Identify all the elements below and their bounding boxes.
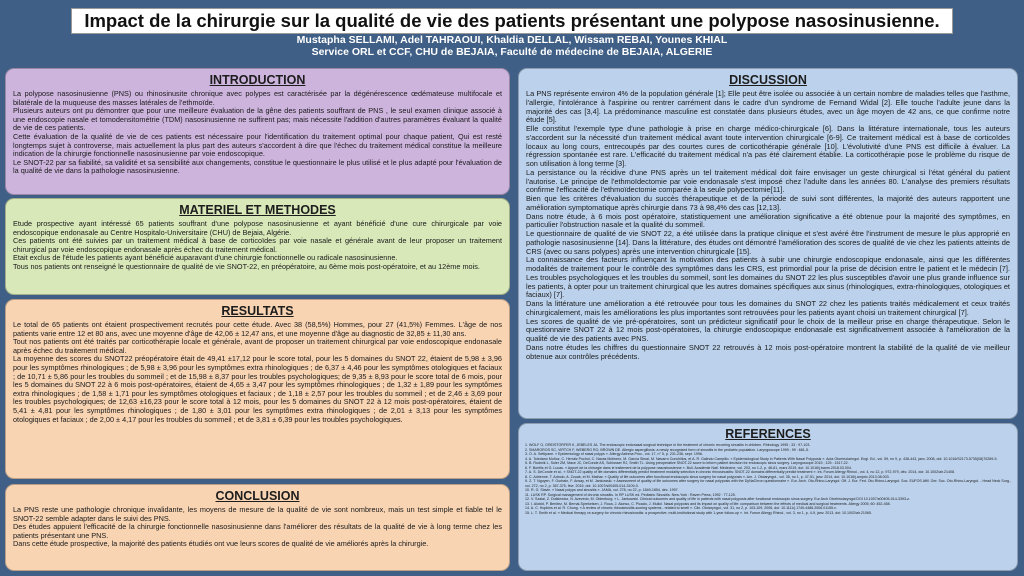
reference-item: 8. C. Adrienne, T. Adnolo, A. Zouak, et M. Mathar. « Quality of life outcomes after functional endoscopic sinus surgery for nasal polyposis ». Am. J. Otolaryngol., vol. 35, no 1, p. 47-51, janv. 2014, doi: 10.1016/j.amjoto.2013.08.003. (525, 474, 890, 479)
introduction-paragraph: Cette évaluation de la qualité de vie de ces patients est nécessaire pour l'identification du traitement optimal pour chaque patient, Qui est resté longtemps sujet à controverse, mais actuellement la plus part des auteurs s'accordent à dire que l'échec du traitement médical constitue la meilleure indication de la chirurgie fonctionnelle nasosinusienne par voie endoscopique. (13, 131, 502, 159)
reference-item: 15. L. T. Smith et al. « Medical therapy vs surgery for chronic rhinosinusitis: a prospective, multi-institutional study with 1-year follow-up ». Int. Forum Allergy Rhinol., vol. 3, no 1, p. 4-9, janv. 2013, doi: 10.1002/alr.21065. (525, 510, 872, 515)
conclusion-heading: CONCLUSION (215, 489, 300, 503)
reference-item: 5. B. Rudmik L, Soler ZM, Mace JC, DeConde AS, Schlosser RJ, Smith TL. Using preoperative SNOT-22 score to inform patient decision for endoscopic sinus surgery. Laryngoscope 2015 ; 125 : 1517-22. (525, 461, 849, 465)
discussion-paragraph: La connaissance des facteurs influençant la motivation des patients à subir une chirurgie endoscopique endonasale, ainsi que les différentes modalités de traitement pour le contrôle des symptômes dans les CRS, est primordial pour la prise de décision entre le patient et le médecin [7]. Les troubles psychologiques et les troubles du sommeil, sont les domaines du SNOT 22 les plus susceptibles d'avoir une plus grande influence sur les patients, à opter pour un traitement chirurgical que les autres domaines spécifiques aux sinus (rhinologiques, extra-rhinologiques, otologiques et faciaux) [7]. (526, 255, 1010, 300)
discussion-paragraph: Dans notre étude, à 6 mois post opératoire, statistiquement une amélioration significative a été obtenue pour la majorité des symptômes, en particulier l'obstruction nasale et la qualité du sommeil. (526, 211, 1010, 230)
methods-paragraph: Tous nos patients ont renseigné le questionnaire de qualité de vie SNOT-22, en préopératoire, au 6ème mois post-opératoire, et au 12ème mois. (13, 261, 480, 271)
references-heading: REFERENCES (725, 427, 811, 441)
methods-paragraph: Etait exclus de l'étude les patients ayant bénéficié auparavant d'une chirurgie fonctionnelle ou radicale nasosinusienne. (13, 253, 398, 263)
reference-item: 2. SMARGROS SC, VIRTCH F, WEBERG RO, BROWN DE. Allergic aspergillosis: a newly recognized form of sinusitis in the pediatric population. Laryngoscope 1999 ; 99 : 681-5. (525, 447, 809, 452)
methods-heading: MATERIEL ET METHODES (179, 203, 336, 217)
introduction-paragraph: Plusieurs auteurs ont pu démontrer que pour une meilleure évaluation de la gêne des patients souffrant de PNS , le seul examen clinique associé à une endoscopie nasale et tomodensitométrie (TDM) nasosinusienne ne suffirent pas; mais nécessite l'addition d'autres paramètres évaluant la qualité de vie de ces patients. (13, 106, 502, 133)
references-section (518, 423, 1018, 571)
discussion-paragraph: Le questionnaire de qualité de vie SNOT 22, a été utilisée dans la pratique clinique et s'est avéré être l'instrument de mesure le plus approprié en pathologie nasosinusienne [14]. Dans la littérature, des études ont démontré l'amélioration des scores de qualité de vie chez les patients atteints de CRS (avec ou sans polypes) après une intervention chirurgicale [15]. (526, 229, 1010, 256)
results-paragraph: Tout nos patients ont été traités par corticothérapie locale et générale, avant de proposer un traitement chirurgical par voie endoscopique endonasale après échec du traitement médical. (13, 337, 502, 355)
discussion-paragraph: Dans notre études les chiffres du questionnaire SNOT 22 retrouvés à 12 mois post-opératoire montrent la stabilité de la qualité de vie meilleur obtenue aux contrôles précédents. (526, 342, 1010, 361)
introduction-paragraph: Le SNOT-22 par sa fiabilité, sa validité et sa sensibilité aux changements, constitue le questionnaire le plus utilisé et le plus adapté pour l'évaluation de la qualité de vie dans la pathologie nasosinusienne. (13, 157, 502, 176)
discussion-paragraph: Bien que les critères d'évaluation du succès thérapeutique et de la période de suivi sont différentes, la majorité des auteurs rapportent une amélioration symptomatique après chirurgie dans 73 à 98,4% des cas [12,13]. (526, 194, 1010, 212)
discussion-paragraph: Elle constitut l'exemple type d'une pathologie à prise en charge médico-chirurgicale [6]. Dans la littérature internationale, tous les auteurs s'accordent sur la nécessité d'un traitement médical avant toute intervention chirurgicale [6-9]. Ce traitement médical est à base de corticoïdes locaux au long cours, entrecoupés par des courtes cures de corticothérapie générale [10]. L'évolutivité d'une PNS est difficile à évaluer. La régression spontanée est rare. L'efficacité du traitement médical n'a pas été clairement établie. La corticothérapie pose le problème du risque de son utilisation à long terme [3]. (526, 124, 1010, 168)
reference-item: 11. LUSK RP. Surgical management of chronic sinusitis. In RP LUSK ed. Pediatric Sinusitis. New-York : Raven Press, 1992 : 77-125. (525, 492, 736, 497)
discussion-section (518, 68, 1018, 419)
results-heading: RESULTATS (221, 304, 294, 318)
reference-item: 10. R. G. Slavin. « Nasal polyps and sinusitis ». JAMA, vol. 278, no 22, p. 1849-1854, déc. 1997. (525, 488, 679, 492)
introduction-paragraph: La polypose nasosinusienne (PNS) ou rhinosinusite chronique avec polypes est caractérisée par la dégénérescence œdémateuse multifocale et bilatérale de la muqueuse des masses latérales de l'ethmoïde. (13, 89, 502, 107)
conclusion-paragraph: Des études appuient l'efficacité de la chirurgie fonctionnelle nasosinusienne dans l'améliorer des résultats de la qualité de vie à long terme chez les patients présentant une PNS. (13, 522, 502, 540)
author-list: Mustapha SELLAMI, Adel TAHRAOUI, Khaldia DELLAL, Wissam REBAI, Younes KHIAL (296, 34, 728, 46)
methods-paragraph: Etude prospective ayant intéressé 65 patients souffrant d'une polypose nasosinusienne et ayant bénéficié d'une cure chirurgicale par voie endoscopique endonasale au Centre Hospitalo-Universitaire (CHU) de Bejaia, Algérie. (13, 219, 502, 237)
methods-section (5, 198, 510, 295)
conclusion-paragraph: Dans cette étude prospective, la majorité des patients étudiés ont vue leurs scores de qualité de vie améliorés après la chirurgie. (13, 539, 429, 549)
discussion-paragraph: Dans la littérature une amélioration a été retrouvée pour tous les domaines du SNOT 22 chez les patients traités médicalement et ceux traités chirurgicalement, mais les améliorations les plus importantes sont retrouvées pour les patients ayant choisi un traitement chirurgical [7]. (526, 299, 1010, 317)
conclusion-section (5, 484, 510, 571)
reference-item: 7. A. S. DeConde et al., « SNOT-22 quality of life domains differentially predict treatment modality selection in chronic rhinosinusitis: SNOT-22 domains differentially predict treatment ». Int. Forum Allergy Rhinol., vol. 4, no 12, p. 972-979, déc. 2014, doi: 10.1002/alr.21408. (525, 470, 955, 474)
affiliation: Service ORL et CCF, CHU de BEJAIA, Faculté de médecine de BEJAIA, ALGERIE (311, 46, 713, 58)
introduction-section (5, 68, 510, 195)
reference-item: 3. O. A. Settipane. « Epidemiology of nasal polyps ». Allergy Asthma Proc., vol. 17, n° 5, p. 231-236, sept. 1996. (525, 452, 703, 456)
poster-title: Impact de la chirurgie sur la qualité de vie des patients présentant une polypose nasosinusienne. (71, 8, 952, 34)
reference-item: 13. I. Alobid, P. Benítez, M. Bernal-Sprekelsen, J. Roca, J. Alonso, C. Picado, J. Mullol. Nasal polyposis and its impact on quality of life: comparison between the effects of medical and surgical treatments. Allergy 2005; 60: 452-458. (525, 501, 891, 506)
discussion-paragraph: La PNS représente environ 4% de la population générale [1]; Elle peut être isolée ou associée à un certain nombre de maladies telles que l'asthme, l'allergie, l'intolérance à l'aspirine ou rentrer carrément dans le cadre d'un syndrome de Fernand Widal [2]. Elle touche l'adulte jeune dans la majorité des cas [3,4]. La prédominance masculine est constatée dans plusieurs études, avec un âge moyen de 42 ans, ce que confirme notre étude [5]. (526, 89, 1010, 125)
reference-item: 9. Z. T. Nguyen, F. Gurbain, F. Ansay, et M. Jankowski. « Assessment of quality of life outcomes after surgery for nasal polyposis with the DyNaChron questionnaire ». Eur. Arch. Oto-Rhino-Laryngol. Off. J. Eur. Fed. Oto-Rhino-Laryngol. Soc. EUFOS Affil. Ger. Soc. Oto-Rhino-Laryngol. - Head Neck Surg., vol. 272, no 2, p. 367-375, févr. 2015, doi: 10.1007/s00405-014-3109-0. (525, 479, 1011, 488)
discussion-paragraph: La persistance ou la récidive d'une PNS après un tel traitement médical doit faire envisager un geste chirurgical si l'état général du patient l'autorise. Le principe de l'ethmoïdectomie par voie endonasale s'est imposé chez l'adulte dans les années 80. L'analyse des premiers résultats confirme l'efficacité de l'ethmoïdectomie comparée à la seule polypectomie[11]. (526, 167, 1010, 195)
results-section (5, 299, 510, 479)
methods-paragraph: Ces patients ont été suivies par un traitement médical à base de corticoïdes par voie nasale et générale avant de leur proposer un traitement chirurgical par voie endoscopique endonasale après échec du traitement médical. (13, 236, 502, 254)
reference-item: 4. A. Toledano Muñoz, C. Herráiz Puchol, C. Navas Molinero, M. García Simal, M. Navarro Cunchillos, et A. R. Galindo Campillo. « Epidemiological Study in Patients With Nasal Polyposis ». Acta Otorrinolaringol. Engl. Ed., vol. 59, no 9, p. 438-443, janv. 2008, doi: 10.1016/S2173-5735(08)70289-5. (525, 456, 998, 461)
reference-item: 6. F. Bonfils et G. Lucas. « Apport de la chirurgie dans le traitement de la polypose nasosinusienne ». Bull. Académie Natl. Médecine, vol. 203, no 1-2, p. 46-61, mars 2019, doi: 10.1016/j.banm.2018.03.004. (525, 465, 852, 470)
results-paragraph: La moyenne des scores du SNOT22 préopératoire était de 49,41 ±17,12 pour le score total, pour les 5 domaines du SNOT 22, étaient de 5,98 ± 3,96 pour les symptômes rhinologiques ; de 5,98 ± 3,96 pour les symptômes extra rhinologiques ; de 6,37 ± 4,46 pour les symptômes otologiques et faciaux ; de 10,71 ± 5,86 pour les troubles du sommeil ; et de 15,98 ± 8,37 pour les troubles psychologiques; de 9,35 ± 8,93 pour le score total de 6 mois, pour les 5 domaines du SNOT 22 à 6 mois post-opératoires, étaient de 4,65 ± 3,47 pour les symptômes rhinologiques ; de 1,32 ± 1,89 pour les symptômes extra rhinologiques ; de 1,58 ± 1,71 pour les symptômes otologiques et faciaux ; de 1,18 ± 2,57 pour les troubles du sommeil ; et de 2,46 ± 3,69 pour les troubles psychologiques; de 12,63 ±16,23 pour le score total à 12 mois, pour les 5 domaines du SNOT 22 à 12 mois post-opératoires, étaient de 5,41 ± 4,81 pour les symptômes rhinologiques ; de 1,80 ± 3,01 pour les symptômes extra rhinologiques ; de 2,01 ± 3,13 pour les symptômes otologiques et faciaux ; de 2,00 ± 4,17 pour les troubles du sommeil ; et de 3,81 ± 6,39 pour les troubles psychologiques. (13, 354, 502, 424)
poster-header (50, 6, 974, 64)
reference-item: 12. V. Szalai, Z. Dutkiewicz, N. Azevedo, M. Oldenburg. « L. Jankowski. Clinical outcomes and quality of life in patients with nasal polyposis after functional endoscopic sinus surgery. Eur Arch Otorhinolaryngol DOI 10.1007/s00405-014-3393-z. (525, 497, 910, 501)
reference-item: 1. WOLF G, GREISTORFER K, JEBELES JA. The endoscopic endonasal surgical technique in the treatment of chronic recurring sinusitis in children. Rhinology 1995 ; 33 : 97-103. (525, 443, 811, 447)
results-paragraph: Le total de 65 patients ont étaient prospectivement recrutés pour cette étude. Avec 38 (58,5%) Hommes, pour 27 (41,5%) Femmes. L'âge de nos patients varie entre 12 et 80 ans, avec une moyenne d'âge de 42,06 ± 12,47 ans, et une moyenne d'âge au diagnostic de 32,85 ± 11,30 ans. (13, 320, 502, 338)
discussion-heading: DISCUSSION (729, 73, 807, 87)
discussion-paragraph: Les scores de qualité de vie pré-opératoires, sont un prédicteur significatif pour le choix de la meilleur prise en charge thérapeutique. Selon le questionnaire SNOT 22 à 12 mois post-opératoires, la chirurgie endoscopique endonasale est significativement associée à l'amélioration de la qualité de vie des patients avec PNS. (526, 316, 1010, 343)
introduction-heading: INTRODUCTION (209, 73, 306, 87)
conclusion-paragraph: La PNS reste une pathologie chronique invalidante, les moyens de mesure de la qualité de vie sont nombreux, mais un test simple et fiable tel le SNOT-22 semble adapter dans le suivi des PNS. (13, 505, 502, 523)
reference-item: 14. A. C. Hopkins et al. R. Chung. « A review of chronic rhinosinusitis-scoring systems - related to smell ». Clin. Otolaryngol., vol. 31, no 2, p. 103-109, 2006, doi: 10.1111/j.1749-4486.2006.01155.x. (525, 506, 837, 510)
